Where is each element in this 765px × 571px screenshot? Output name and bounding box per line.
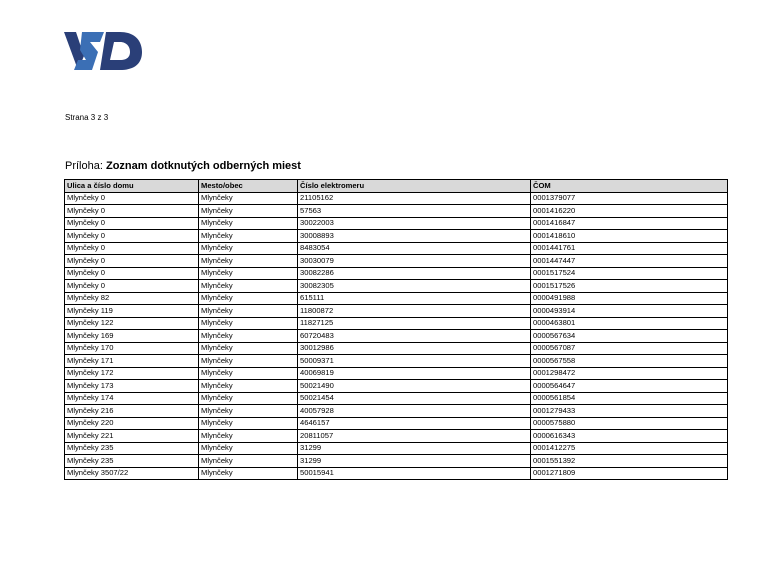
table-row bbox=[65, 342, 728, 355]
cell-street: Mlynčeky 170 bbox=[65, 342, 199, 355]
table-row bbox=[65, 205, 728, 218]
cell-meter: 20811057 bbox=[298, 430, 531, 443]
table-row bbox=[65, 217, 728, 230]
cell-meter: 30082305 bbox=[298, 280, 531, 293]
cell-city: Mlynčeky bbox=[199, 255, 298, 268]
cell-meter: 31299 bbox=[298, 442, 531, 455]
cell-city: Mlynčeky bbox=[199, 267, 298, 280]
cell-city: Mlynčeky bbox=[199, 280, 298, 293]
cell-com: 0000567558 bbox=[531, 355, 728, 368]
cell-street: Mlynčeky 174 bbox=[65, 392, 199, 405]
cell-com: 0000463801 bbox=[531, 317, 728, 330]
cell-com: 0001298472 bbox=[531, 367, 728, 380]
cell-meter: 30022003 bbox=[298, 217, 531, 230]
cell-city: Mlynčeky bbox=[199, 380, 298, 393]
table-row bbox=[65, 242, 728, 255]
title-text: Zoznam dotknutých odberných miest bbox=[105, 160, 301, 172]
cell-city: Mlynčeky bbox=[199, 292, 298, 305]
title-label: Príloha: bbox=[65, 160, 103, 172]
cell-street: Mlynčeky 82 bbox=[65, 292, 199, 305]
cell-street: Mlynčeky 172 bbox=[65, 367, 199, 380]
table-row bbox=[65, 405, 728, 418]
cell-street: Mlynčeky 0 bbox=[65, 205, 199, 218]
cell-com: 0000616343 bbox=[531, 430, 728, 443]
cell-street: Mlynčeky 220 bbox=[65, 417, 199, 430]
cell-meter: 57563 bbox=[298, 205, 531, 218]
cell-meter: 615111 bbox=[298, 292, 531, 305]
table-row bbox=[65, 267, 728, 280]
cell-street: Mlynčeky 3507/22 bbox=[65, 467, 199, 480]
cell-street: Mlynčeky 0 bbox=[65, 267, 199, 280]
cell-city: Mlynčeky bbox=[199, 442, 298, 455]
cell-meter: 50021490 bbox=[298, 380, 531, 393]
cell-city: Mlynčeky bbox=[199, 305, 298, 318]
cell-com: 0001271809 bbox=[531, 467, 728, 480]
table-row bbox=[65, 292, 728, 305]
cell-city: Mlynčeky bbox=[199, 405, 298, 418]
cell-meter: 11827125 bbox=[298, 317, 531, 330]
cell-city: Mlynčeky bbox=[199, 392, 298, 405]
cell-street: Mlynčeky 0 bbox=[65, 230, 199, 243]
column-header-meter: Číslo elektromeru bbox=[298, 180, 531, 193]
table-row bbox=[65, 367, 728, 380]
cell-city: Mlynčeky bbox=[199, 455, 298, 468]
cell-com: 0000567634 bbox=[531, 330, 728, 343]
cell-meter: 31299 bbox=[298, 455, 531, 468]
column-header-com: ČOM bbox=[531, 180, 728, 193]
table-row bbox=[65, 317, 728, 330]
cell-city: Mlynčeky bbox=[199, 205, 298, 218]
cell-meter: 50021454 bbox=[298, 392, 531, 405]
cell-city: Mlynčeky bbox=[199, 467, 298, 480]
cell-street: Mlynčeky 221 bbox=[65, 430, 199, 443]
cell-com: 0001447447 bbox=[531, 255, 728, 268]
cell-street: Mlynčeky 169 bbox=[65, 330, 199, 343]
table-row bbox=[65, 330, 728, 343]
cell-street: Mlynčeky 216 bbox=[65, 405, 199, 418]
cell-street: Mlynčeky 122 bbox=[65, 317, 199, 330]
cell-meter: 30012986 bbox=[298, 342, 531, 355]
cell-com: 0001551392 bbox=[531, 455, 728, 468]
table-row bbox=[65, 392, 728, 405]
column-header-city: Mesto/obec bbox=[199, 180, 298, 193]
cell-com: 0000493914 bbox=[531, 305, 728, 318]
cell-city: Mlynčeky bbox=[199, 317, 298, 330]
cell-meter: 8483054 bbox=[298, 242, 531, 255]
table-row bbox=[65, 380, 728, 393]
cell-com: 0001517524 bbox=[531, 267, 728, 280]
cell-com: 0001412275 bbox=[531, 442, 728, 455]
cell-city: Mlynčeky bbox=[199, 430, 298, 443]
cell-city: Mlynčeky bbox=[199, 217, 298, 230]
cell-com: 0000564647 bbox=[531, 380, 728, 393]
cell-meter: 30030079 bbox=[298, 255, 531, 268]
cell-com: 0000567087 bbox=[531, 342, 728, 355]
cell-com: 0001416220 bbox=[531, 205, 728, 218]
table-row bbox=[65, 417, 728, 430]
cell-city: Mlynčeky bbox=[199, 367, 298, 380]
cell-street: Mlynčeky 119 bbox=[65, 305, 199, 318]
table-row bbox=[65, 255, 728, 268]
cell-com: 0000561854 bbox=[531, 392, 728, 405]
cell-street: Mlynčeky 235 bbox=[65, 455, 199, 468]
cell-street: Mlynčeky 0 bbox=[65, 280, 199, 293]
cell-city: Mlynčeky bbox=[199, 355, 298, 368]
cell-street: Mlynčeky 173 bbox=[65, 380, 199, 393]
table-row bbox=[65, 430, 728, 443]
page-title bbox=[65, 160, 301, 172]
cell-com: 0001379077 bbox=[531, 192, 728, 205]
table-row bbox=[65, 305, 728, 318]
meter-table bbox=[64, 179, 728, 480]
cell-city: Mlynčeky bbox=[199, 242, 298, 255]
page-indicator: Strana 3 z 3 bbox=[65, 113, 109, 122]
vsd-logo bbox=[64, 30, 144, 80]
cell-meter: 21105162 bbox=[298, 192, 531, 205]
table-row bbox=[65, 280, 728, 293]
cell-com: 0000575880 bbox=[531, 417, 728, 430]
cell-com: 0000491988 bbox=[531, 292, 728, 305]
cell-street: Mlynčeky 0 bbox=[65, 242, 199, 255]
cell-com: 0001441761 bbox=[531, 242, 728, 255]
table-row bbox=[65, 467, 728, 480]
cell-meter: 30008893 bbox=[298, 230, 531, 243]
cell-com: 0001416847 bbox=[531, 217, 728, 230]
cell-com: 0001517526 bbox=[531, 280, 728, 293]
cell-meter: 40069819 bbox=[298, 367, 531, 380]
cell-meter: 50009371 bbox=[298, 355, 531, 368]
cell-meter: 40057928 bbox=[298, 405, 531, 418]
cell-com: 0001279433 bbox=[531, 405, 728, 418]
vsd-logo-icon bbox=[64, 30, 144, 80]
cell-meter: 11800872 bbox=[298, 305, 531, 318]
cell-meter: 50015941 bbox=[298, 467, 531, 480]
cell-street: Mlynčeky 235 bbox=[65, 442, 199, 455]
cell-city: Mlynčeky bbox=[199, 342, 298, 355]
cell-city: Mlynčeky bbox=[199, 330, 298, 343]
table-row bbox=[65, 455, 728, 468]
cell-meter: 4646157 bbox=[298, 417, 531, 430]
cell-street: Mlynčeky 171 bbox=[65, 355, 199, 368]
cell-street: Mlynčeky 0 bbox=[65, 192, 199, 205]
cell-city: Mlynčeky bbox=[199, 192, 298, 205]
table-row bbox=[65, 355, 728, 368]
column-header-street: Ulica a číslo domu bbox=[65, 180, 199, 193]
cell-meter: 30082286 bbox=[298, 267, 531, 280]
cell-city: Mlynčeky bbox=[199, 417, 298, 430]
cell-city: Mlynčeky bbox=[199, 230, 298, 243]
cell-meter: 60720483 bbox=[298, 330, 531, 343]
table-row bbox=[65, 230, 728, 243]
cell-street: Mlynčeky 0 bbox=[65, 217, 199, 230]
table-row bbox=[65, 442, 728, 455]
cell-com: 0001418610 bbox=[531, 230, 728, 243]
cell-street: Mlynčeky 0 bbox=[65, 255, 199, 268]
table-header-row bbox=[65, 180, 728, 193]
table-row bbox=[65, 192, 728, 205]
